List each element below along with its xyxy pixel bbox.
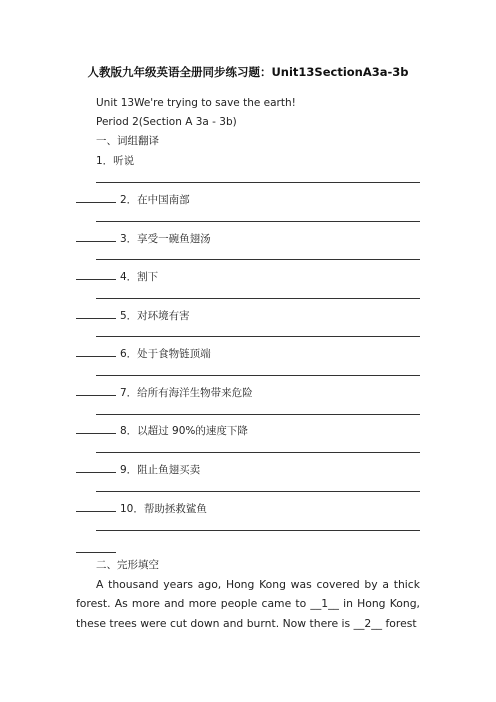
page-title: 人教版九年级英语全册同步练习题：Unit13SectionA3a-3b <box>87 65 409 79</box>
unit-line: Unit 13We're trying to save the earth! <box>96 97 296 109</box>
item-5: 5．对环境有害 <box>76 309 190 323</box>
item-4: 4．割下 <box>76 270 158 284</box>
answer-line-5 <box>96 336 420 337</box>
answer-line-10 <box>96 530 420 531</box>
item-2: 2．在中国南部 <box>76 193 190 207</box>
item-7: 7．给所有海洋生物带来危险 <box>76 386 253 400</box>
answer-line-9 <box>96 491 420 492</box>
section2-heading: 二、完形填空 <box>96 559 159 571</box>
cloze-passage: A thousand years ago, Hong Kong was covered by a thick forest. As more and more people came to __1__ in Hong Kong, these trees were cut down and burnt. Now there is __2__ forest <box>76 578 420 630</box>
section1-heading: 一、词组翻译 <box>96 135 159 147</box>
answer-line-10-tail <box>76 552 116 553</box>
item-1: 1．听说 <box>96 155 135 167</box>
answer-line-3 <box>96 259 420 260</box>
answer-line-2 <box>96 221 420 222</box>
item-8: 8．以超过 90%的速度下降 <box>76 424 248 438</box>
answer-line-8 <box>96 452 420 453</box>
period-line: Period 2(Section A 3a - 3b) <box>96 116 237 128</box>
item-3: 3．享受一碗鱼翅汤 <box>76 232 211 246</box>
item-10: 10．帮助拯救鲨鱼 <box>76 502 207 516</box>
answer-line-4 <box>96 298 420 299</box>
item-6: 6．处于食物链顶端 <box>76 347 211 361</box>
item-9: 9．阻止鱼翅买卖 <box>76 463 200 477</box>
answer-line-6 <box>96 375 420 376</box>
answer-line-7 <box>96 414 420 415</box>
answer-line-1 <box>96 182 420 183</box>
